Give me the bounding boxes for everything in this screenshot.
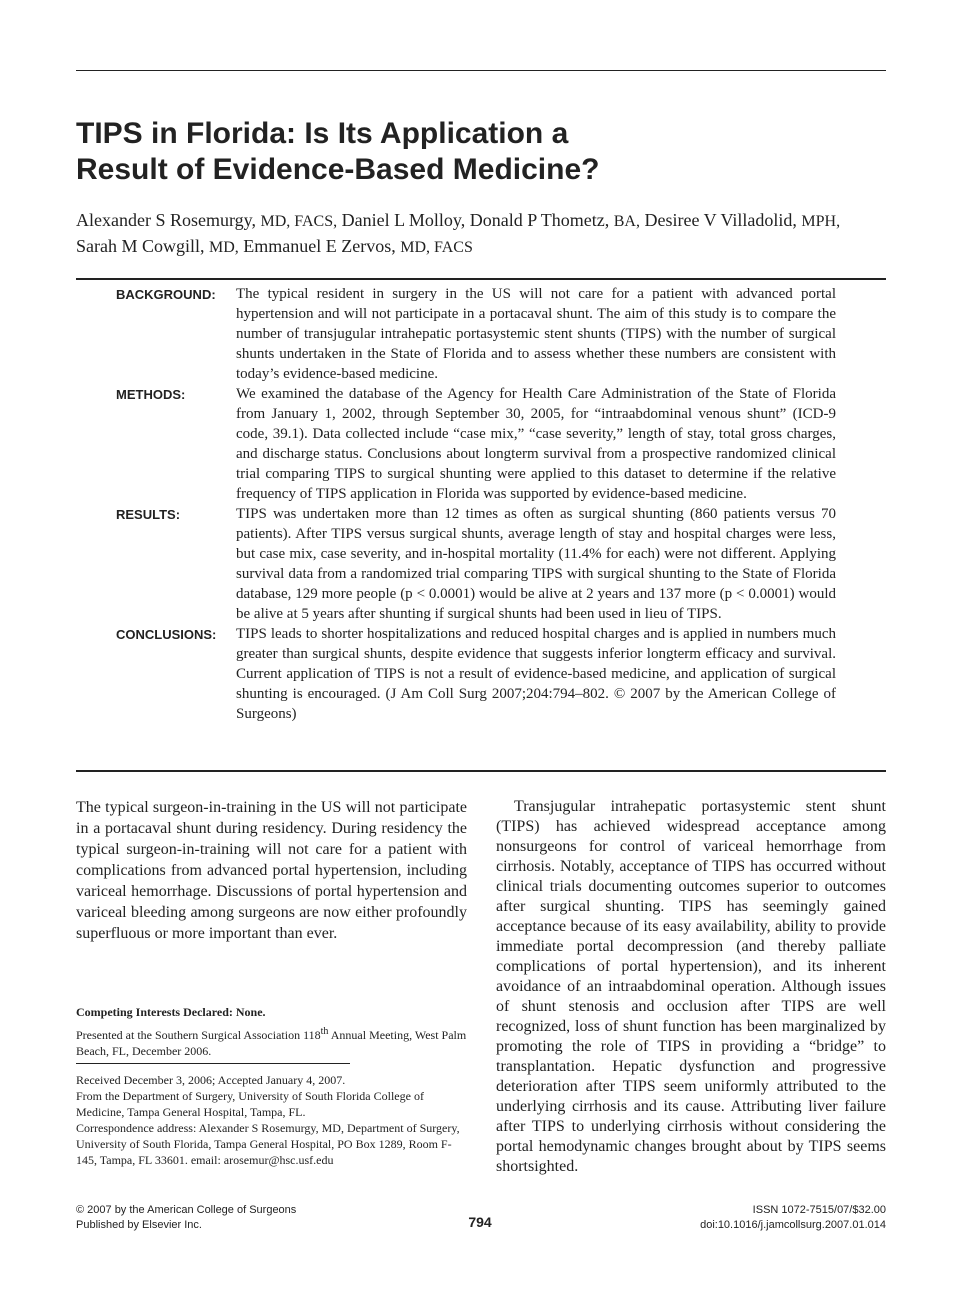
abstract-results: [76, 504, 886, 624]
article-title: [76, 116, 776, 188]
body-paragraph: Transjugular intrahepatic portasystemic stent shunt (TIPS) has achieved widespread acceptance among nonsurgeons for control of variceal hemorrhage from cirrhosis. Notably, acceptance of TIPS has occurred without clinical trials documenting outcomes superior to outcomes after surgical shunting. TIPS has seemingly gained acceptance because of its easy availability, ability to provide immediate portal decompression (and thereby palliate complications of portal hypertension), and its inherent avoidance of an intraabdominal operation. Although issues of shunt stenosis and occlusion after TIPS are well recognized, loss of shunt function has been marginalized by promoting the role of TIPS in providing a “bridge” to transplantation. Hepatic dysfunction and progressive deterioration after TIPS seem uniformly attributed to the underlying cirrhosis and its cause. Attributing liver failure after TIPS to underlying cirrhosis without considering the portal hemodynamic changes brought about by TIPS seems shortsighted.: [496, 798, 886, 1175]
notes-divider: [76, 1063, 350, 1064]
author-credentials: MPH,: [801, 213, 841, 230]
body-paragraph: The typical surgeon-in-training in the US will not participate in a portacaval shunt during residency. During residency the typical surgeon-in-training will not care for a patient with complications from advanced portal hypertension, including variceal hemorrhage. Discussions of portal hypertension and variceal bleeding among surgeons are now either profoundly superfluous or more important than ever.: [76, 799, 467, 942]
author-credentials: BA,: [613, 213, 640, 230]
received-dates: Received December 3, 2006; Accepted January 4, 2007.: [76, 1073, 346, 1087]
footer-right: [566, 1203, 886, 1233]
copyright-line: © 2007 by the American College of Surgeons: [76, 1204, 297, 1216]
correspondence-address: Correspondence address: Alexander S Rosemurgy, MD, Department of Surgery, University of South Florida, Tampa General Hospital, PO Box 1289, Room F-145, Tampa, FL 33601. email: arosemur@hsc.usf.edu: [76, 1121, 460, 1167]
header-rule: [76, 70, 886, 71]
author-list: [76, 208, 886, 260]
issn-line: ISSN 1072-7515/07/$32.00: [752, 1204, 886, 1216]
abstract-label: CONCLUSIONS:: [116, 627, 217, 642]
abstract-background: [76, 284, 886, 384]
abstract-text: We examined the database of the Agency for Health Care Administration of the State of Florida from January 1, 2002, through September 30, 2005, for “intraabdominal venous shunt” (ICD-9 code, 39.1). Data collected include “case mix,” “case severity,” length of stay, total gross charges, and discharge status. Conclusions about longterm survival from a prospective randomized clinical trial comparing TIPS to surgical shunting were applied to this dataset to determine if the relative frequency of TIPS application in Florida was supported by evidence-based medicine.: [236, 386, 836, 502]
presentation-note: Presented at the Southern Surgical Association 118th Annual Meeting, West Palm Beach, FL, December 2006.: [76, 1026, 467, 1058]
page-number: 794: [468, 1214, 492, 1230]
publisher-line: Published by Elsevier Inc.: [76, 1219, 202, 1231]
author-credentials: MD, FACS,: [260, 213, 338, 230]
body-column-left: [76, 797, 467, 944]
author-credentials: MD,: [209, 239, 239, 256]
author-name: Daniel L Molloy,: [341, 210, 466, 230]
title-line-1: TIPS in Florida: Is Its Application a: [76, 117, 569, 150]
article-notes: [76, 1004, 467, 1168]
abstract-conclusions: [76, 624, 886, 724]
title-line-2: Result of Evidence-Based Medicine?: [76, 153, 600, 186]
affiliation: From the Department of Surgery, University of South Florida College of Medicine, Tampa General Hospital, Tampa, FL.: [76, 1089, 424, 1119]
abstract-text: TIPS was undertaken more than 12 times as often as surgical shunting (860 patients versus 70 patients). After TIPS versus surgical shunts, average length of stay and hospital charges were less, but case mix, case severity, and in-hospital mortality (11.4% for each) were not different. Applying survival data from a randomized trial comparing TIPS with surgical shunting to the State of Florida database, 129 more people (p < 0.0001) would be alive at 2 years and 137 more (p < 0.0001) would be alive at 5 years after shunting if surgical shunts had been used in lieu of TIPS.: [236, 506, 836, 622]
abstract-label: RESULTS:: [116, 507, 181, 522]
abstract-top-rule: [76, 278, 886, 280]
abstract: [76, 284, 886, 724]
abstract-text: The typical resident in surgery in the US will not care for a patient with advanced portal hypertension and will not participate in a portacaval shunt. The aim of this study is to compare the number of transjugular intrahepatic portasystemic stent shunts (TIPS) with the number of surgical shunts undertaken in the State of Florida and to assess whether these numbers are consistent with today’s evidence-based medicine.: [236, 286, 836, 382]
abstract-label: BACKGROUND:: [116, 287, 216, 302]
author-name: Donald P Thometz,: [469, 210, 610, 230]
abstract-text: TIPS leads to shorter hospitalizations and reduced hospital charges and is applied in numbers much greater than surgical shunts, despite evidence that suggests inferior longterm efficacy and survival. Current application of TIPS is not a result of evidence-based medicine, and application of surgical shunting is encouraged. (J Am Coll Surg 2007;204:794–802. © 2007 by the American College of Surgeons): [236, 626, 836, 722]
author-name: Emmanuel E Zervos,: [243, 236, 396, 256]
competing-interests: Competing Interests Declared: None.: [76, 1005, 266, 1019]
footer-left: [76, 1203, 396, 1233]
author-name: Desiree V Villadolid,: [644, 210, 797, 230]
abstract-label: METHODS:: [116, 387, 186, 402]
author-name: Alexander S Rosemurgy,: [76, 210, 256, 230]
abstract-methods: [76, 384, 886, 504]
abstract-bottom-rule: [76, 770, 886, 772]
body-column-right: [496, 797, 886, 1177]
author-credentials: MD, FACS: [400, 239, 473, 256]
doi-line: doi:10.1016/j.jamcollsurg.2007.01.014: [700, 1219, 886, 1231]
author-name: Sarah M Cowgill,: [76, 236, 205, 256]
